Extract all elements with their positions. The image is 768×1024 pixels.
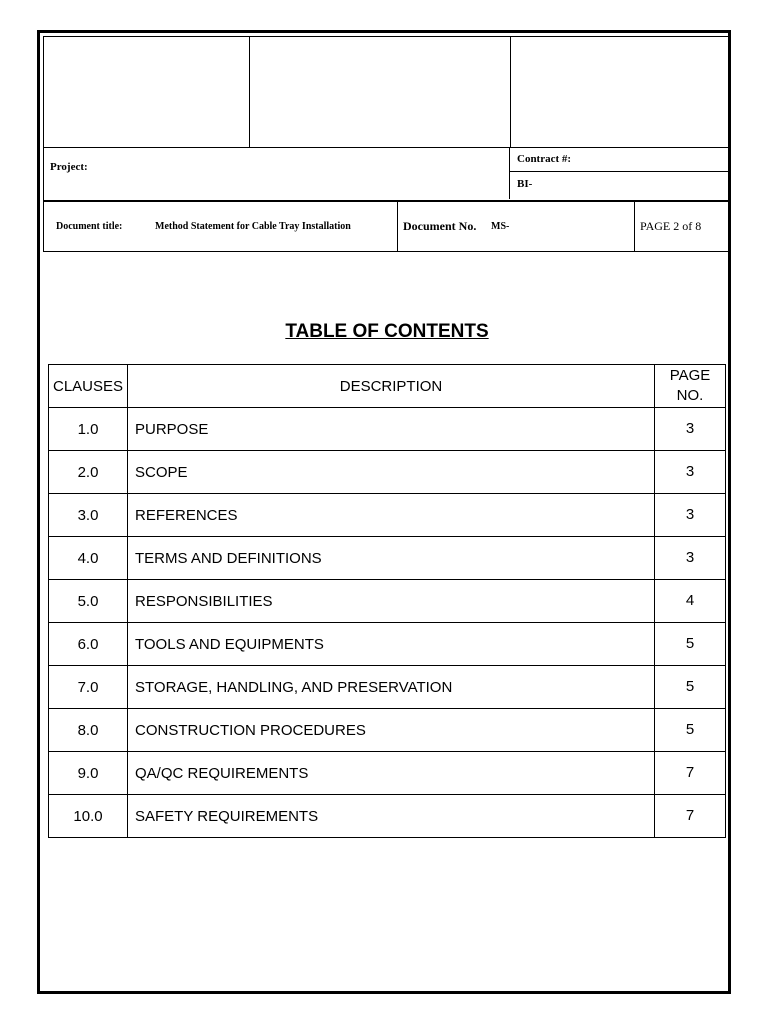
document-info-row xyxy=(43,201,729,252)
document-number-cell xyxy=(397,202,635,251)
description-cell: SCOPE xyxy=(128,451,655,494)
table-row xyxy=(49,537,726,580)
logo-row xyxy=(43,36,729,148)
clause-cell: 4.0 xyxy=(49,537,128,580)
table-row xyxy=(49,408,726,451)
description-cell: TERMS AND DEFINITIONS xyxy=(128,537,655,580)
contract-top-cell xyxy=(510,147,729,172)
logo-cell-left xyxy=(44,37,250,147)
clause-cell: 1.0 xyxy=(49,408,128,451)
page-cell: 5 xyxy=(655,623,726,666)
logo-cell-right xyxy=(510,37,728,147)
table-row xyxy=(49,795,726,838)
document-title-label: Document title: xyxy=(56,221,123,232)
clause-cell: 5.0 xyxy=(49,580,128,623)
table-row xyxy=(49,752,726,795)
toc-header-row xyxy=(49,365,726,408)
description-cell: TOOLS AND EQUIPMENTS xyxy=(128,623,655,666)
toc-title: TABLE OF CONTENTS xyxy=(285,321,489,342)
page-cell: 3 xyxy=(655,451,726,494)
bi-label: BI- xyxy=(517,178,533,190)
clause-cell: 8.0 xyxy=(49,709,128,752)
description-cell: PURPOSE xyxy=(128,408,655,451)
document-title-value: Method Statement for Cable Tray Installation xyxy=(155,221,351,232)
table-row xyxy=(49,494,726,537)
table-row xyxy=(49,623,726,666)
document-number-label: Document No. xyxy=(403,219,477,233)
description-cell: QA/QC REQUIREMENTS xyxy=(128,752,655,795)
table-row xyxy=(49,580,726,623)
table-row xyxy=(49,666,726,709)
clause-cell: 3.0 xyxy=(49,494,128,537)
project-row xyxy=(43,147,729,201)
page-cell: 5 xyxy=(655,666,726,709)
document-number-value: MS- xyxy=(491,221,510,232)
description-cell: REFERENCES xyxy=(128,494,655,537)
page-cell: 7 xyxy=(655,795,726,838)
table-row xyxy=(49,451,726,494)
page-cell: 7 xyxy=(655,752,726,795)
page-cell: 3 xyxy=(655,537,726,580)
description-cell: RESPONSIBILITIES xyxy=(128,580,655,623)
page-cell: 3 xyxy=(655,494,726,537)
logo-cell-center xyxy=(249,37,511,147)
contract-label: Contract #: xyxy=(517,153,572,165)
project-label: Project: xyxy=(50,161,88,173)
page-indicator: PAGE 2 of 8 xyxy=(640,219,702,233)
document-page xyxy=(37,30,731,994)
clause-cell: 10.0 xyxy=(49,795,128,838)
page-cell: 5 xyxy=(655,709,726,752)
description-cell: STORAGE, HANDLING, AND PRESERVATION xyxy=(128,666,655,709)
toc-table xyxy=(48,364,726,838)
page-cell: 3 xyxy=(655,408,726,451)
clause-cell: 6.0 xyxy=(49,623,128,666)
column-header-page: PAGE NO. xyxy=(655,365,726,408)
description-cell: SAFETY REQUIREMENTS xyxy=(128,795,655,838)
clause-cell: 2.0 xyxy=(49,451,128,494)
contract-cell xyxy=(509,147,729,199)
page-cell: 4 xyxy=(655,580,726,623)
toc-body xyxy=(49,408,726,838)
table-row xyxy=(49,709,726,752)
column-header-clauses: CLAUSES xyxy=(49,365,128,408)
clause-cell: 7.0 xyxy=(49,666,128,709)
description-cell: CONSTRUCTION PROCEDURES xyxy=(128,709,655,752)
clause-cell: 9.0 xyxy=(49,752,128,795)
column-header-description: DESCRIPTION xyxy=(128,365,655,408)
